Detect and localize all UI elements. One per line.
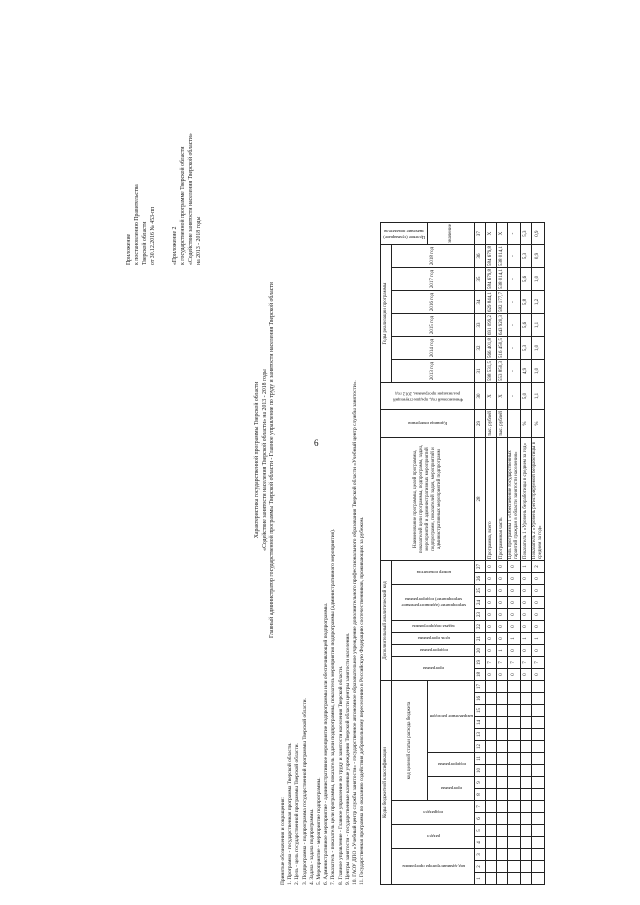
code-digit	[532, 825, 545, 837]
appendix-sub-line: на 2013 - 2018 годы	[196, 216, 202, 265]
column-number: 36	[475, 245, 486, 268]
code-digit: 7	[521, 657, 532, 669]
code-digit	[486, 729, 497, 741]
code-digit	[521, 741, 532, 753]
code-digit: 0	[508, 621, 521, 633]
column-number: 22	[475, 621, 486, 633]
row-year-value: 538 014,1	[497, 268, 508, 291]
row-fact: X	[497, 383, 508, 410]
code-digit	[508, 753, 521, 765]
code-digit	[521, 837, 532, 849]
table-row	[532, 223, 545, 885]
code-digit	[486, 813, 497, 825]
code-digit: 0	[521, 597, 532, 609]
row-year-value: 1,1	[532, 314, 545, 337]
column-number: 14	[475, 717, 486, 729]
column-number: 28	[475, 438, 486, 561]
column-number: 9	[475, 777, 486, 789]
code-digit	[532, 801, 545, 813]
code-digit: 0	[521, 585, 532, 597]
row-year-value: 0,9	[532, 245, 545, 268]
header-measure: мероприятие (административное мероприятие) подпрограммы	[392, 585, 475, 621]
row-year-value: 643 920,3	[497, 314, 508, 337]
code-digit	[508, 741, 521, 753]
row-year-value: -	[508, 314, 521, 337]
column-number: 4	[475, 837, 486, 849]
row-year-value: 582 177,7	[497, 291, 508, 314]
code-digit	[486, 849, 497, 861]
code-digit	[532, 849, 545, 861]
column-number: 5	[475, 825, 486, 837]
abbreviation-item: 4. Задача - задача подпрограммы.	[308, 808, 315, 885]
column-number: 18	[475, 669, 486, 681]
header-subprogram: подпрограмма	[392, 645, 475, 657]
code-digit	[508, 873, 521, 885]
code-digit	[532, 777, 545, 789]
code-digit	[497, 837, 508, 849]
row-year-value: 4,9	[521, 360, 532, 383]
code-digit	[532, 765, 545, 777]
appendix-sub-line: «Содействие занятости населения Тверской области»	[188, 133, 194, 265]
header-unit: Единица измерения	[381, 410, 475, 438]
column-number: 8	[475, 789, 486, 801]
code-digit	[532, 813, 545, 825]
column-number: 37	[475, 223, 486, 245]
code-digit: 0	[486, 573, 497, 585]
abbreviations-list	[280, 380, 366, 885]
row-target: 0,9	[532, 223, 545, 245]
abbreviation-item: 8. Главное управление - Главное управление по труду и занятости населения Тверской области.	[337, 665, 344, 885]
code-digit	[532, 837, 545, 849]
table-row	[508, 223, 521, 885]
code-digit	[521, 729, 532, 741]
header-year: 2013 год	[392, 360, 475, 383]
code-digit: 0	[508, 573, 521, 585]
row-unit: тыс. рублей	[497, 410, 508, 438]
row-year-value: 629 844,1	[486, 291, 497, 314]
code-digit	[486, 825, 497, 837]
header-csr: код целевой статьи расхода бюджета	[392, 681, 428, 801]
abbreviation-item: 5. Мероприятие - мероприятие подпрограммы.	[316, 777, 323, 885]
row-year-value: 598 531,5	[486, 360, 497, 383]
code-digit: 0	[486, 597, 497, 609]
code-digit	[486, 741, 497, 753]
code-digit	[497, 861, 508, 873]
code-digit	[497, 777, 508, 789]
row-year-value: -	[508, 245, 521, 268]
header-year: 2018 год	[392, 245, 475, 268]
code-digit: 7	[508, 657, 521, 669]
column-number: 25	[475, 585, 486, 597]
code-digit	[497, 729, 508, 741]
code-digit: 0	[532, 573, 545, 585]
code-digit	[508, 801, 521, 813]
code-digit: 0	[486, 561, 497, 573]
row-year-value: 1,0	[532, 360, 545, 383]
column-number: 34	[475, 291, 486, 314]
code-digit: 0	[497, 621, 508, 633]
abbreviation-item: 7. Показатель - показатель цели программы, показатель задачи подпрограммы, показатель мероприятия подпрограммы (административного мероприятия).	[330, 528, 337, 885]
table-row	[486, 223, 497, 885]
code-digit: 0	[521, 621, 532, 633]
abbreviation-item: 6. Административное мероприятие - административное мероприятие подпрограммы или обеспечивающей подпрограммы.	[323, 602, 330, 885]
code-digit: 0	[497, 609, 508, 621]
header-program: программа	[392, 657, 475, 681]
code-digit	[486, 873, 497, 885]
code-digit: 0	[497, 561, 508, 573]
code-digit: 1	[521, 561, 532, 573]
row-name: Показатель 2 «Уровень регистрируемой безработицы в среднем за год»	[532, 438, 545, 561]
code-digit: 0	[508, 597, 521, 609]
code-digit	[521, 705, 532, 717]
column-number: 27	[475, 561, 486, 573]
code-digit	[486, 681, 497, 693]
row-target: X	[486, 223, 497, 245]
code-digit	[486, 801, 497, 813]
column-number: 15	[475, 705, 486, 717]
page-number: 6	[314, 438, 319, 448]
code-digit	[508, 789, 521, 801]
code-digit	[508, 849, 521, 861]
row-unit: %	[521, 410, 532, 438]
header-year: 2015 год	[392, 314, 475, 337]
row-year-value: 516 450,5	[497, 337, 508, 360]
abbreviation-item: 2. Цель - цель государственной программы Тверской области.	[294, 743, 301, 885]
code-digit	[508, 837, 521, 849]
header-indicator-number: номер показателя	[392, 561, 475, 585]
program-characteristics-table	[380, 222, 545, 885]
code-digit	[508, 717, 521, 729]
column-number: 3	[475, 849, 486, 861]
code-digit	[486, 837, 497, 849]
code-digit	[486, 693, 497, 705]
row-target: X	[497, 223, 508, 245]
row-year-value: -	[508, 337, 521, 360]
row-name: Программа, всего	[486, 438, 497, 561]
code-digit: 0	[497, 573, 508, 585]
row-year-value: 1,2	[532, 291, 545, 314]
row-year-value: -	[508, 360, 521, 383]
row-name: Показатель 1 «Уровень безработицы в среднем за год»	[521, 438, 532, 561]
code-digit	[532, 681, 545, 693]
code-digit	[521, 861, 532, 873]
code-digit: 1	[521, 633, 532, 645]
header-name: Наименование программы, целей программы, показателей цели программы, подпрограмм, задач, мероприятий и административных мероприятий подпрограмм, показателей задач, мероприятий и административных мероприятий подпрограмм	[381, 438, 475, 561]
column-number: 12	[475, 741, 486, 753]
column-number: 29	[475, 410, 486, 438]
table-row	[497, 223, 508, 885]
code-digit	[497, 753, 508, 765]
abbreviation-item: 1. Программа - государственная программа Тверской области.	[287, 742, 294, 885]
row-year-value: 5,6	[521, 268, 532, 291]
header-year: 2017 год	[392, 268, 475, 291]
row-fact: 5,0	[521, 383, 532, 410]
code-digit: 0	[532, 669, 545, 681]
code-digit: 2	[532, 561, 545, 573]
program-title-line: Главный администратор государственной программы Тверской области - Главное управление по труду и занятости населения Тверской области	[269, 282, 275, 638]
header-additional-code: Дополнительный аналитический код	[381, 561, 392, 681]
header-admin: код администратора программы	[392, 849, 475, 885]
code-digit: 0	[508, 609, 521, 621]
abbreviations-title: Принятые обозначения и сокращения:	[280, 797, 286, 885]
column-number: 35	[475, 268, 486, 291]
code-digit: 0	[532, 645, 545, 657]
code-digit: 0	[486, 621, 497, 633]
code-digit	[521, 681, 532, 693]
abbreviation-item: 10. ГАОУ ДПО «Учебный центр службы занятости» - государственное автономное образовательное учреждение дополнительного профессионального образования Тверской области «Учебный центр службы занятости».	[352, 380, 359, 885]
code-digit: 1	[497, 645, 508, 657]
row-year-value: 538 014,1	[497, 245, 508, 268]
row-fact: X	[486, 383, 497, 410]
row-year-value: 5,3	[521, 245, 532, 268]
column-number-row	[475, 223, 486, 885]
code-digit: 0	[532, 597, 545, 609]
header-fact-year: Финансовый год, предшествующий реализации программы, 2012 год	[381, 383, 475, 410]
code-digit	[486, 777, 497, 789]
code-digit	[532, 861, 545, 873]
code-digit	[521, 849, 532, 861]
code-digit	[497, 813, 508, 825]
code-digit: 0	[508, 561, 521, 573]
row-target: 5,3	[521, 223, 532, 245]
code-digit	[532, 873, 545, 885]
column-number: 21	[475, 633, 486, 645]
code-digit	[486, 753, 497, 765]
column-number: 32	[475, 337, 486, 360]
column-number: 10	[475, 765, 486, 777]
code-digit	[508, 681, 521, 693]
code-digit	[521, 693, 532, 705]
code-digit	[497, 741, 508, 753]
code-digit: 0	[521, 645, 532, 657]
header-goal: цель программы	[392, 633, 475, 645]
program-title-line: «Содействие занятости населения Тверской области» на 2013 - 2018 годы	[261, 369, 268, 551]
code-digit: 0	[532, 585, 545, 597]
code-digit	[532, 717, 545, 729]
column-number: 13	[475, 729, 486, 741]
code-digit	[532, 741, 545, 753]
code-digit: 0	[486, 645, 497, 657]
column-number: 26	[475, 573, 486, 585]
code-digit	[497, 873, 508, 885]
rotated-page-content	[20, 25, 620, 885]
code-digit	[497, 717, 508, 729]
row-year-value: 5,3	[521, 337, 532, 360]
code-digit	[521, 825, 532, 837]
code-digit	[532, 789, 545, 801]
appendix-line: Приложение	[126, 233, 132, 265]
appendix-line: Тверской области	[142, 221, 148, 265]
table-header-row	[381, 223, 392, 885]
row-fact: -	[508, 383, 521, 410]
row-unit: %	[532, 410, 545, 438]
abbreviation-item: 9. Центры занятости - государственные казенные учреждения Тверской области центры занятости населения.	[344, 632, 351, 885]
code-digit	[486, 705, 497, 717]
table-row	[521, 223, 532, 885]
header-podrazdel: подраздел	[392, 801, 475, 825]
row-unit	[508, 410, 521, 438]
code-digit	[497, 789, 508, 801]
header-csr-program: программа	[428, 777, 475, 801]
column-number: 20	[475, 645, 486, 657]
appendix-line: от 30.12.2016 № 453-пп	[150, 206, 156, 265]
column-number: 24	[475, 597, 486, 609]
code-digit	[508, 777, 521, 789]
code-digit	[497, 705, 508, 717]
code-digit: 0	[497, 669, 508, 681]
code-digit	[497, 849, 508, 861]
code-digit: 1	[508, 633, 521, 645]
abbreviation-item: 3. Подпрограмма - подпрограмма государственной программы Тверской области.	[301, 698, 308, 885]
code-digit	[508, 693, 521, 705]
row-year-value: 584 679,8	[486, 245, 497, 268]
header-codes: Коды бюджетной классификации	[381, 681, 392, 885]
code-digit	[508, 765, 521, 777]
header-csr-direction: направление расходов	[428, 681, 475, 753]
code-digit	[532, 753, 545, 765]
code-digit: 0	[486, 669, 497, 681]
code-digit	[497, 681, 508, 693]
code-digit	[508, 729, 521, 741]
appendix-header	[125, 133, 203, 265]
header-target: Целевое (суммарное) значение показателя	[381, 223, 428, 245]
code-digit	[497, 693, 508, 705]
code-digit	[508, 825, 521, 837]
row-year-value: 566 401,8	[486, 337, 497, 360]
code-digit: 0	[532, 621, 545, 633]
header-value: значение	[428, 223, 475, 245]
code-digit: 0	[521, 669, 532, 681]
header-year: 2016 год	[392, 291, 475, 314]
code-digit: 0	[508, 585, 521, 597]
code-digit: 0	[486, 609, 497, 621]
row-name: Цель программы 1 «Обеспечение государственных гарантий граждан в области занятости населения»	[508, 438, 521, 561]
row-year-value: 1,0	[532, 268, 545, 291]
code-digit: 0	[508, 645, 521, 657]
code-digit	[508, 861, 521, 873]
row-year-value: -	[508, 291, 521, 314]
code-digit: 1	[532, 633, 545, 645]
code-digit	[521, 789, 532, 801]
header-razdel: раздел	[392, 825, 475, 849]
header-years: Годы реализации программы	[381, 245, 392, 383]
appendix-sub-line: к государственной программе Тверской области	[180, 146, 186, 265]
code-digit	[521, 777, 532, 789]
row-name: Программная часть	[497, 438, 508, 561]
code-digit: 0	[497, 585, 508, 597]
column-number: 30	[475, 383, 486, 410]
column-number: 31	[475, 360, 486, 383]
column-number: 7	[475, 801, 486, 813]
column-number: 19	[475, 657, 486, 669]
header-task: задача подпрограммы	[392, 621, 475, 633]
code-digit: 0	[521, 609, 532, 621]
code-digit	[486, 861, 497, 873]
column-number: 11	[475, 753, 486, 765]
code-digit	[532, 705, 545, 717]
column-number: 2	[475, 861, 486, 873]
code-digit: 0	[497, 633, 508, 645]
program-title	[254, 245, 277, 675]
code-digit	[521, 801, 532, 813]
code-digit	[521, 717, 532, 729]
code-digit: 7	[486, 657, 497, 669]
code-digit: 7	[497, 657, 508, 669]
code-digit: 0	[486, 585, 497, 597]
code-digit: 0	[521, 573, 532, 585]
row-year-value: 1,0	[532, 337, 545, 360]
header-csr-subprogram: подпрограмма	[428, 753, 475, 777]
code-digit	[521, 873, 532, 885]
row-target: -	[508, 223, 521, 245]
code-digit	[497, 825, 508, 837]
code-digit	[508, 705, 521, 717]
code-digit	[497, 765, 508, 777]
code-digit: 0	[486, 633, 497, 645]
code-digit	[521, 753, 532, 765]
column-number: 16	[475, 693, 486, 705]
appendix-line: к постановлению Правительства	[134, 184, 140, 265]
column-number: 23	[475, 609, 486, 621]
code-digit	[486, 765, 497, 777]
code-digit	[486, 717, 497, 729]
appendix-sub-line: «Приложение 2	[172, 226, 178, 265]
code-digit	[532, 693, 545, 705]
abbreviation-item: 11. Государственная программа по оказанию содействия добровольному переселению в Российскую Федерацию соотечественников, проживающих за рубежом.	[359, 516, 366, 885]
code-digit	[497, 801, 508, 813]
column-number: 1	[475, 873, 486, 885]
column-number: 33	[475, 314, 486, 337]
row-year-value: -	[508, 268, 521, 291]
column-number: 17	[475, 681, 486, 693]
row-year-value: 584 679,8	[486, 268, 497, 291]
code-digit	[508, 813, 521, 825]
code-digit: 0	[508, 669, 521, 681]
code-digit	[521, 765, 532, 777]
code-digit: 0	[532, 609, 545, 621]
row-fact: 1,1	[532, 383, 545, 410]
row-year-value: 691 099,2	[486, 314, 497, 337]
code-digit	[486, 789, 497, 801]
row-year-value: 5,6	[521, 314, 532, 337]
code-digit	[521, 813, 532, 825]
row-year-value: 553 850,3	[497, 360, 508, 383]
row-unit: тыс. рублей	[486, 410, 497, 438]
code-digit: 0	[497, 597, 508, 609]
column-number: 6	[475, 813, 486, 825]
program-title-line: Характеристика государственной программы Тверской области	[254, 381, 260, 539]
row-year-value: 5,8	[521, 291, 532, 314]
code-digit	[532, 729, 545, 741]
header-year: 2014 год	[392, 337, 475, 360]
code-digit: 7	[532, 657, 545, 669]
